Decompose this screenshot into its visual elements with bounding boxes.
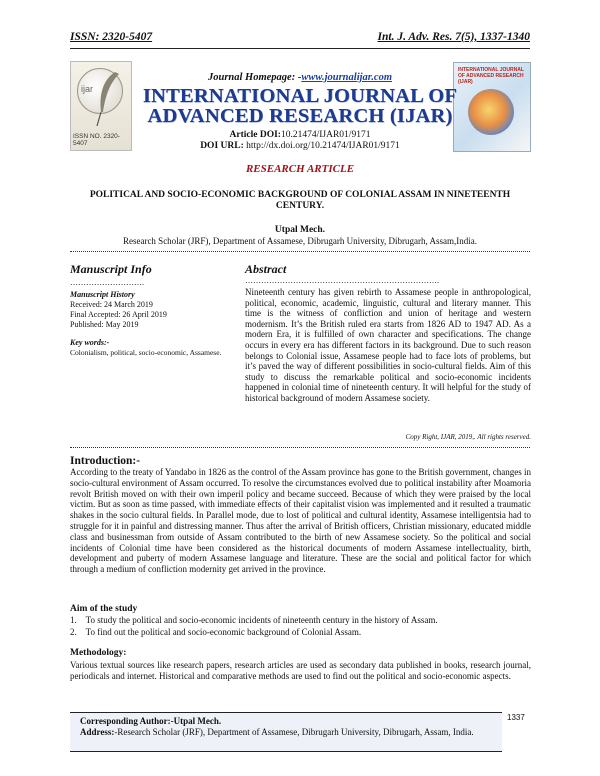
divider-dotted (70, 251, 530, 252)
article-doi-value: 10.21474/IJAR01/9171 (280, 130, 371, 140)
copyright: Copy Right, IJAR, 2019,. All rights reserved. (405, 433, 531, 441)
logo-text: ijar (81, 84, 94, 94)
article-doi (0, 130, 600, 141)
manuscript-info-heading: Manuscript Info (70, 262, 152, 276)
author-name: Utpal Mech. (274, 225, 326, 235)
issn-header: ISSN: 2320-5407 (70, 31, 153, 43)
aim-heading: Aim of the study (70, 604, 138, 614)
article-title: POLITICAL AND SOCIO-ECONOMIC BACKGROUND OF COLONIAL ASSAM IN NINETEENTH CENTURY. (89, 190, 511, 211)
logo-issn: ISSN NO. 2320-5407 (73, 133, 120, 147)
received-date: Received: 24 March 2019 (70, 300, 153, 309)
journal-homepage (0, 72, 600, 83)
author-address (80, 727, 492, 738)
header-rule (70, 48, 530, 49)
page-number: 1337 (507, 713, 525, 722)
corresponding-author: Corresponding Author:-Utpal Mech. (80, 716, 222, 726)
journal-title-line2: ADVANCED RESEARCH (IJAR) (147, 105, 453, 127)
journal-title-line1: INTERNATIONAL JOURNAL OF (142, 85, 458, 107)
aim-item-1: 1. To study the political and socio-economic incidents of nineteenth century in the history of Assam. (70, 615, 438, 625)
corresponding-author-box (70, 712, 502, 752)
address-label: Address: (80, 726, 115, 737)
methodology-text: Various textual sources like research papers, research articles are used as secondary data published in books, research journal, periodicals and internet. Historical and comparative methods are used to find out the political and socio-economic aspects. (70, 660, 531, 681)
doi-url (0, 141, 600, 152)
keywords-list: Colonialism, political, socio-economic, Assamese. (70, 348, 222, 357)
keywords-label: Key words:- (70, 338, 110, 347)
keywords (70, 338, 230, 357)
introduction-text: According to the treaty of Yandabo in 1826 as the control of the Assam province has gone to the British government, changes in socio-cultural environment of Assam occurred. To resolve the circumstances evolved due to political instability after Moamoria revolt British moved on with their own imperil policy and became succeed. Because of which they were praised by the local victim. But as soon as time passed, with immediate effects of their capitalist vision was implemented and it resulted a traumatic shakes in the socio cultural fields. In Parallel mode, due to lost of political and cultural identity, Assamese intelligentsia had to struggle for it in painful and distressing manner. Thus after the arrival of British officers, Christian missionary, educated middle class and businessman from outside of Assam contributed to the birth of new Assamese society. So the political and social incidents of Colonial time have been considered as the historical documents of modern Assamese intellectuality, birth, development and puberty of modern Assamese language and literature. These are the social and political factor for which through a medium of confliction modernity get arrived in the province. (70, 467, 531, 575)
accepted-date: Final Accepted: 26 April 2019 (70, 310, 167, 319)
article-doi-label: Article DOI: (229, 130, 281, 140)
manuscript-info-dots: ………………………. (70, 278, 144, 287)
citation-header: Int. J. Adv. Res. 7(5), 1337-1340 (377, 31, 530, 43)
abstract-text: Nineteenth century has given rebirth to Assamese people in anthropological, political, economic, academic, linguistic, cultural and literary manner. This time is the witness of confliction and union of heritage and western modernism. It’s the British ruled era starts from 1826 AD to 1947 AD. As a modern Era, it is fulfilled of own character and specifications. The change occurs in every era has different factors in its background. Due to such reason belongs to Colonial issue, Assamese people had to face lots of problems, but it’s paved the way of different possibilities in socio-cultural fields. Aim of this study to discuss the remarkable political and socio-economic incidents happened in colonial time of nineteenth century. It will helpful for the study of historical background of modern Assamese society. (245, 287, 531, 403)
divider-dotted-2 (70, 447, 530, 448)
homepage-link[interactable]: www.journalijar.com (301, 72, 392, 83)
introduction-heading: Introduction:- (70, 455, 141, 467)
methodology-heading: Methodology: (70, 648, 127, 658)
article-type: RESEARCH ARTICLE (245, 163, 355, 175)
homepage-label: Journal Homepage: - (208, 72, 302, 83)
doi-url-label: DOI URL: (200, 141, 244, 151)
doi-url-link[interactable]: http://dx.doi.org/10.21474/IJAR01/9171 (246, 141, 400, 151)
abstract-dots: ………………………………………………………………. (245, 276, 439, 285)
abstract-heading: Abstract (245, 262, 287, 276)
history-label: Manuscript History (70, 290, 135, 299)
author-affiliation: Research Scholar (JRF), Department of Assamese, Dibrugarh University, Dibrugarh, Assam,India. (122, 236, 478, 246)
address-text: -Research Scholar (JRF), Department of Assamese, Dibrugarh University, Dibrugarh, Assam, India. (114, 726, 474, 737)
published-date: Published: May 2019 (70, 320, 139, 329)
cover-title: INTERNATIONAL JOURNAL OF ADVANCED RESEARCH (IJAR) (458, 67, 524, 85)
aim-item-2: 2. To find out the political and socio-economic background of Colonial Assam. (70, 627, 362, 637)
manuscript-history (70, 290, 230, 330)
